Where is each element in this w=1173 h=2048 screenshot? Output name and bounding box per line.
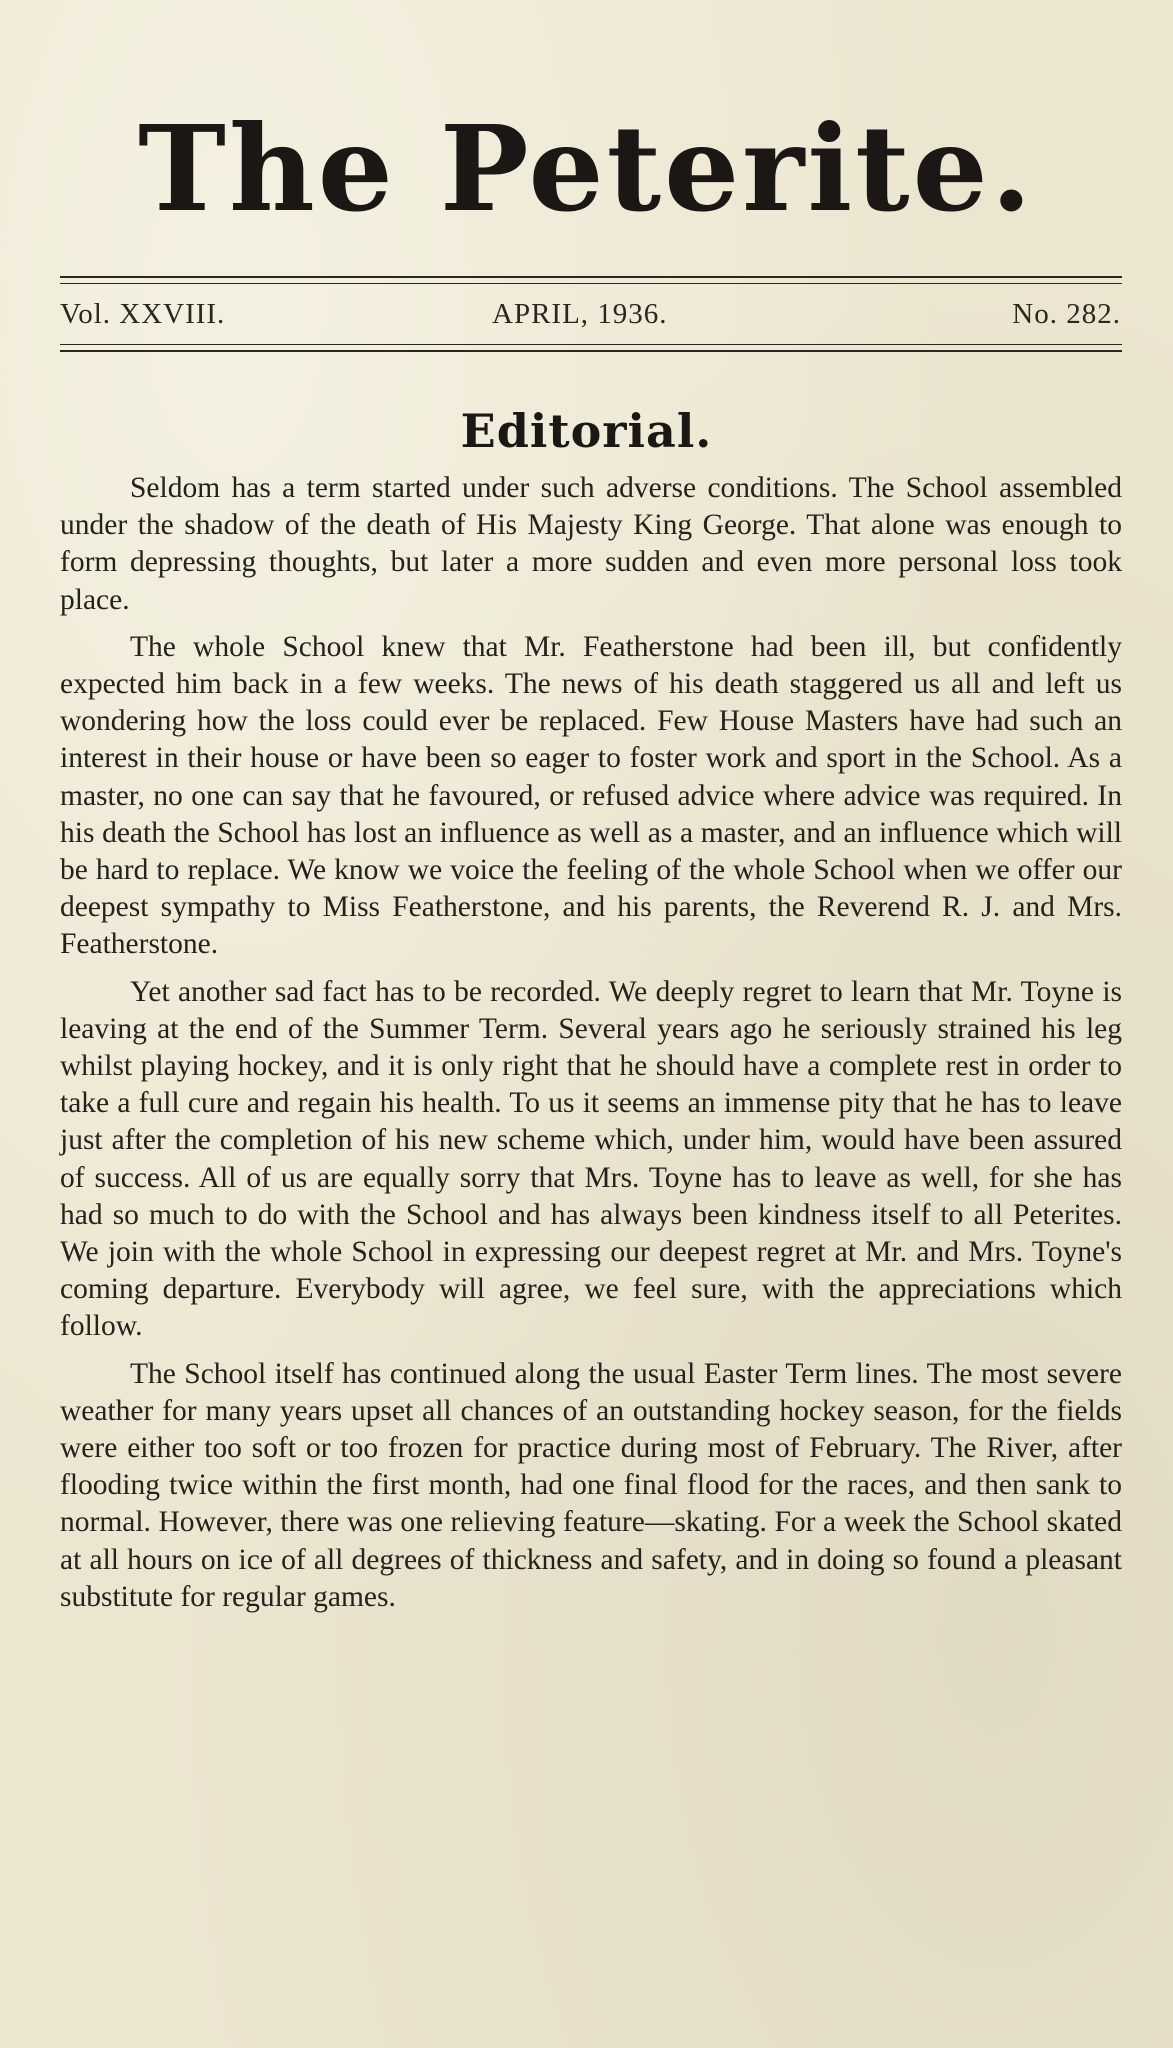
- paragraph: The whole School knew that Mr. Featherstone had been ill, but confidently expected him back in a few weeks. The news of his death staggered us all and left us wondering how the loss could ever be replaced. Few House Masters have had such an interest in their house or have been so eager to foster work and sport in the School. As a master, no one can say that he favoured, or refused advice where advice was required. In his death the School has lost an influence as well as a master, and an influence which will be hard to replace. We know we voice the feeling of the whole School when we offer our deepest sympathy to Miss Featherstone, and his parents, the Reverend R. J. and Mrs. Featherstone.: [60, 630, 1122, 961]
- editorial-body: [60, 470, 1122, 1626]
- paragraph: Seldom has a term started under such adverse conditions. The School assembled under the shadow of the death of His Majesty King George. That alone was enough to form depressing thoughts, but later a more sudden and even more personal loss took place.: [60, 472, 1122, 616]
- issue-number: No. 282.: [1012, 298, 1121, 330]
- issue-volume: Vol. XXVIII.: [60, 298, 226, 330]
- header-rule-bottom: [60, 350, 1122, 352]
- header-rule-bottom-thin: [60, 344, 1122, 345]
- masthead-title: The Peterite.: [138, 99, 1035, 238]
- section-title: Editorial.: [460, 404, 713, 458]
- issue-date: APRIL, 1936.: [492, 298, 668, 330]
- paragraph: The School itself has continued along the usual Easter Term lines. The most severe weather for many years upset all chances of an outstanding hockey season, for the fields were either too soft or too frozen for practice during most of February. The River, after flooding twice within the first month, had one final flood for the races, and then sank to normal. However, there was one relieving feature—skating. For a week the School skated at all hours on ice of all degrees of thickness and safety, and in doing so found a pleasant substitute for regular games.: [60, 1357, 1122, 1613]
- paragraph: Yet another sad fact has to be recorded. We deeply regret to learn that Mr. Toyne is leaving at the end of the Summer Term. Several years ago he seriously strained his leg whilst playing hockey, and it is only right that he should have a complete rest in order to take a full cure and regain his health. To us it seems an immense pity that he has to leave just after the completion of his new scheme which, under him, would have been assured of success. All of us are equally sorry that Mrs. Toyne has to leave as well, for she has had so much to do with the School and has always been kindness itself to all Peterites. We join with the whole School in expressing our deepest regret at Mr. and Mrs. Toyne's coming departure. Everybody will agree, we feel sure, with the appreciations which follow.: [60, 975, 1122, 1343]
- header-rule-top: [60, 276, 1122, 278]
- header-rule-top-thin: [60, 283, 1122, 284]
